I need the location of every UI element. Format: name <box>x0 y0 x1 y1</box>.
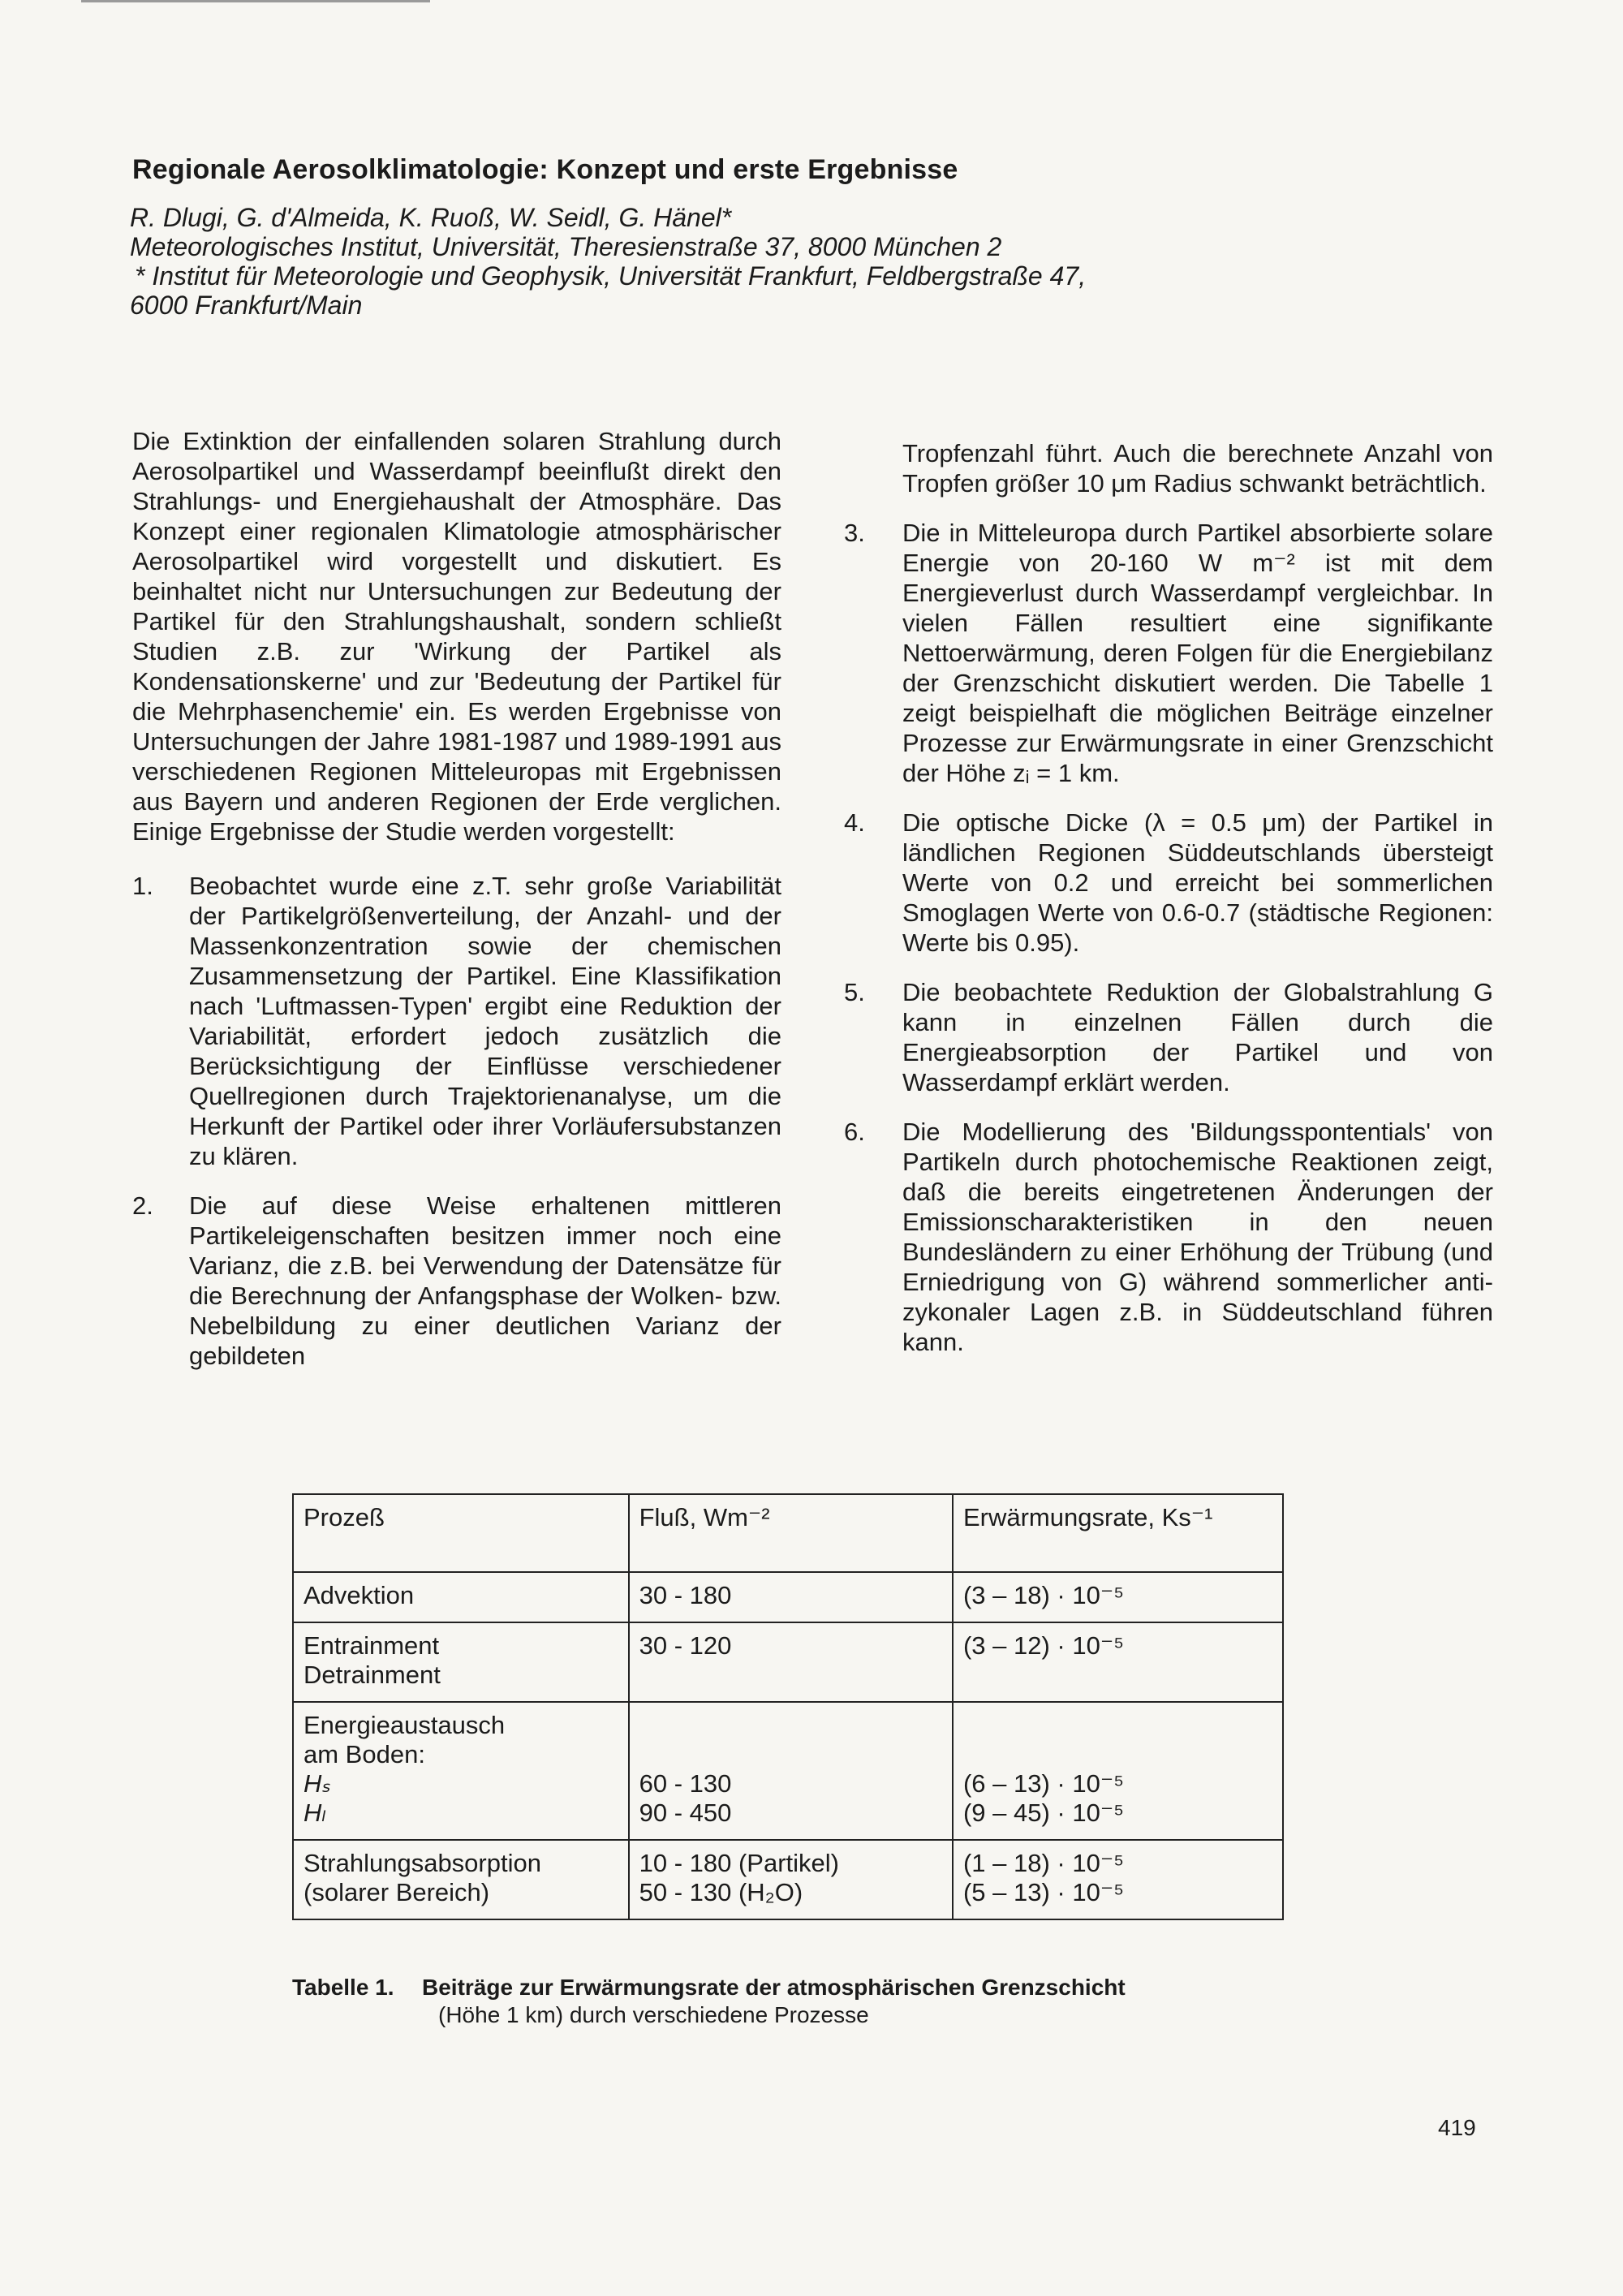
author-block <box>130 203 1266 320</box>
affiliation-line: 6000 Frankfurt/Main <box>130 291 363 320</box>
list-text: Die Modellierung des 'Bildungsspontentials' von Partikeln durch photochemische Reaktionen zeigt, daß die bereits eingetretenen Änderungen der Emissionscharakteristiken in den neuen Bundesländern zu einer Erhöhung der Trübung (und Erniedrigung von G) während sommerlicher anti-zykonaler Lagen z.B. in Süddeutschland führen kann. <box>902 1118 1493 1356</box>
table-cell <box>629 1702 953 1840</box>
list-text: Die in Mitteleuropa durch Partikel absorbierte solare Energie von 20-160 W m⁻² ist mit dem Energieverlust durch Wasserdampf vergleichbar. In vielen Fällen resultiert eine signifikante Nettoerwärmung, deren Folgen für die Energiebilanz der Grenzschicht diskutiert werden. Die Tabelle 1 zeigt beispielhaft die möglichen Beiträge einzelner Prozesse zur Erwärmungsrate in einer Grenzschicht der Höhe zᵢ = 1 km. <box>902 519 1493 787</box>
table-row <box>293 1702 1283 1840</box>
table-cell <box>293 1702 629 1840</box>
continuation-paragraph: Tropfenzahl führt. Auch die berechnete Anzahl von Tropfen größer 10 μm Radius schwankt beträchtlich. <box>902 439 1493 498</box>
author-line: R. Dlugi, G. d'Almeida, K. Ruoß, W. Seidl, G. Hänel* <box>130 203 732 232</box>
table-cell <box>293 1572 629 1622</box>
cell-line: Energieaustausch <box>304 1711 506 1739</box>
table-cell <box>953 1840 1283 1919</box>
process-table <box>292 1493 1284 1920</box>
list-item <box>132 1191 781 1371</box>
table-row <box>293 1622 1283 1702</box>
paper-title: Regionale Aerosolklimatologie: Konzept und erste Ergebnisse <box>132 154 958 185</box>
table-cell <box>293 1622 629 1702</box>
page-number: 419 <box>1438 2115 1476 2140</box>
caption-text: Beiträge zur Erwärmungsrate der atmosphärischen Grenzschicht <box>422 1975 1126 2000</box>
table-row <box>293 1572 1283 1622</box>
affiliation-line: Meteorologisches Institut, Universität, Theresienstraße 37, 8000 München 2 <box>130 232 1002 261</box>
caption-label: Tabelle 1. <box>292 1975 394 2000</box>
list-text: Beobachtet wurde eine z.T. sehr große Variabilität der Partikelgrößenverteilung, der Anzahl- und der Massenkonzentration sowie der chemischen Zusammensetzung der Partikel. Eine Klassifikation nach 'Luftmassen-Typen' ergibt eine Reduktion der Variabilität, erfordert jedoch zusätzlich die Berücksichtigung der Einflüsse verschiedener Quellregionen durch Trajektorienanalyse, um die Herkunft der Partikel oder ihrer Vorläufersubstanzen zu klären. <box>189 872 781 1170</box>
table-cell <box>629 1622 953 1702</box>
cell-line: (3 – 12) · 10⁻⁵ <box>962 1631 1125 1660</box>
list-number: 2. <box>132 1191 153 1220</box>
column-header: Fluß, Wm⁻² <box>629 1494 953 1572</box>
table-cell <box>293 1840 629 1919</box>
cell-line: 60 - 130 <box>639 1769 732 1798</box>
cell-line: 30 - 120 <box>639 1631 732 1660</box>
cell-line <box>639 1740 942 1769</box>
table-caption <box>292 1974 1298 2029</box>
list-text: Die beobachtete Reduktion der Globalstrahlung G kann in einzelnen Fällen durch die Energieabsorption der Partikel und von Wasserdampf erklärt werden. <box>902 978 1493 1096</box>
table-header-row <box>293 1494 1283 1572</box>
caption-text: (Höhe 1 km) durch verschiedene Prozesse <box>438 2002 869 2027</box>
list-item <box>132 871 781 1171</box>
list-text: Die auf diese Weise erhaltenen mittleren Partikeleigenschaften besitzen immer noch eine Varianz, die z.B. bei Verwendung der Datensätze für die Berechnung der Anfangsphase der Wolken- bzw. Nebelbildung zu einer deutlichen Varianz der gebildeten <box>189 1191 781 1370</box>
cell-line: Hₛ <box>304 1769 331 1798</box>
cell-line <box>963 1711 1272 1740</box>
cell-line: 30 - 180 <box>639 1581 732 1609</box>
cell-line: 10 - 180 (Partikel) <box>639 1849 839 1877</box>
list-item <box>844 808 1493 958</box>
cell-line: am Boden: <box>304 1740 425 1768</box>
cell-line: Advektion <box>304 1581 415 1609</box>
list-number: 3. <box>844 519 865 547</box>
table-cell <box>953 1702 1283 1840</box>
list-number: 6. <box>844 1118 865 1146</box>
list-text: Die optische Dicke (λ = 0.5 μm) der Partikel in ländlichen Regionen Süddeutschlands übersteigt Werte von 0.2 und erreicht bei sommerlichen Smoglagen Werte von 0.6-0.7 (städtische Regionen: Werte bis 0.95). <box>902 808 1493 957</box>
table-cell <box>629 1572 953 1622</box>
list-number: 5. <box>844 978 865 1006</box>
cell-line <box>639 1711 942 1740</box>
cell-line: 90 - 450 <box>639 1798 732 1827</box>
cell-line: Entrainment <box>304 1631 440 1660</box>
cell-line: Detrainment <box>304 1661 441 1689</box>
cell-line: 50 - 130 (H₂O) <box>639 1878 803 1906</box>
list-item <box>844 1117 1493 1357</box>
column-header: Erwärmungsrate, Ks⁻¹ <box>953 1494 1283 1572</box>
list-item <box>844 977 1493 1097</box>
column-header: Prozeß <box>293 1494 629 1572</box>
cell-line: (9 – 45) · 10⁻⁵ <box>962 1798 1125 1827</box>
cell-line: (1 – 18) · 10⁻⁵ <box>962 1849 1125 1877</box>
top-rule <box>81 0 430 2</box>
right-column <box>844 438 1493 1357</box>
affiliation-line: * Institut für Meteorologie und Geophysik, Universität Frankfurt, Feldbergstraße 47, <box>135 261 1087 291</box>
list-number: 4. <box>844 808 865 837</box>
cell-line: (5 – 13) · 10⁻⁵ <box>962 1878 1125 1906</box>
left-column <box>132 426 781 1371</box>
table-cell <box>629 1840 953 1919</box>
list-item <box>844 518 1493 788</box>
table-row <box>293 1840 1283 1919</box>
table-cell <box>953 1622 1283 1702</box>
cell-line: Strahlungsabsorption <box>304 1849 541 1877</box>
cell-line: (3 – 18) · 10⁻⁵ <box>962 1581 1125 1609</box>
cell-line: (solarer Bereich) <box>304 1878 490 1906</box>
cell-line: Hₗ <box>304 1798 326 1827</box>
cell-line: (6 – 13) · 10⁻⁵ <box>962 1769 1125 1798</box>
intro-paragraph: Die Extinktion der einfallenden solaren Strahlung durch Aerosolpartikel und Wasserdampf beeinflußt direkt den Strahlungs- und Energiehaushalt der Atmosphäre. Das Konzept einer regionalen Klimatologie atmosphärischer Aerosolpartikel wird vorgestellt und diskutiert. Es beinhaltet nicht nur Untersuchungen zur Bedeutung der Partikel für den Strahlungshaushalt, sondern schließt Studien z.B. zur 'Wirkung der Partikel als Kondensationskerne' und zur 'Bedeutung der Partikel für die Mehrphasenchemie' ein. Es werden Ergebnisse von Untersuchungen der Jahre 1981-1987 und 1989-1991 aus verschiedenen Regionen Mitteleuropas mit Ergebnissen aus Bayern und anderen Regionen der Erde verglichen. Einige Ergebnisse der Studie werden vorgestellt: <box>132 427 781 846</box>
cell-line <box>963 1740 1272 1769</box>
table-cell <box>953 1572 1283 1622</box>
list-number: 1. <box>132 872 153 900</box>
